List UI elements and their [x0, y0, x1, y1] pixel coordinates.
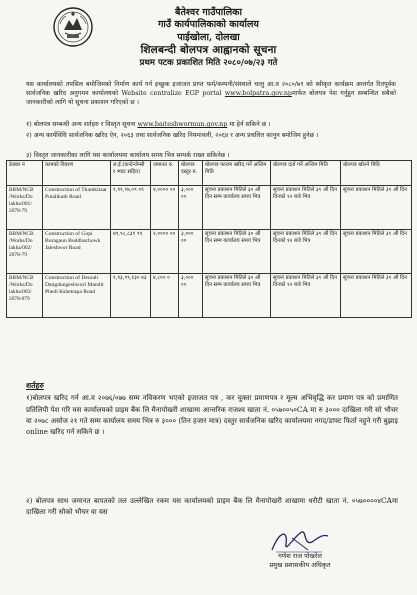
- condition-2-text-c: मा दाखिला गरी सोको भौचर वा यस: [26, 497, 398, 516]
- account-suffix-2: CA: [381, 496, 392, 505]
- signatory-name: गणेश राज पोखरेल: [278, 552, 322, 560]
- cell-description: Construction of Thamkitaar Putalikath Road: [43, 186, 111, 230]
- cell-registration-deadline: सूचना प्रकाशन मितिले ३१ औं दिन दिनको १२ बजे भित्र: [271, 274, 341, 318]
- col-header-bid-fee: बोलपत्र दस्तुर रु.: [179, 161, 203, 186]
- table-header-row: [7, 161, 412, 186]
- condition-2-text-a: २) बोलपत्र साथ जमानत बापतको तल उल्लेखित रकम यस कार्यालयको प्राइम बैंक लि मैनापोखरी शाखामा धरौटी खाता नं. ०५७००००४: [26, 497, 381, 505]
- office-location: पाईखोला, दोलखा: [177, 32, 240, 43]
- condition-2: [26, 495, 398, 518]
- item-1: [26, 120, 396, 129]
- cell-description: Construction of Deurali Dangdungeshwori Mandir Phedi Kshetrapa Road: [43, 274, 111, 318]
- cell-sale-deadline: सूचना प्रकाशन मितिले ३० औं दिन सम्म कार्यालय समय भित्र: [203, 186, 271, 230]
- municipality-name: बैतेश्वर गाउँपालिका: [175, 7, 242, 18]
- col-header-registration-deadline: बोलपत्र दर्ता गर्ने अन्तिम मिति: [271, 161, 341, 186]
- condition-1-text-c: मा रु ३००० दाखिला गरी सो भौचर वा २०७८ असोज २१ गते सम्म कार्यालय समय भित्र रु ३००० (तिन हजार मात्र) दस्तुर सार्वजनिक खरिद कार्यालयमा नगद/डाफ्ट फिर्ता नहुने गरी बुझाइ online खरिद गर्न सकिने छ ।: [26, 406, 399, 436]
- col-header-bid-security: जमानत रु.: [151, 161, 179, 186]
- cell-cost-estimate: ७९,९८,८३१ ९९: [111, 230, 151, 274]
- cell-opening-date: सूचना प्रकाशन मितिले ३१ औं दिन: [341, 186, 412, 230]
- notice-subtitle: प्रथम पटक प्रकाशित मिति २०८०/०७/२३ गते: [139, 58, 278, 68]
- municipality-website-link[interactable]: www.baiteshwormun.gov.np: [137, 121, 228, 128]
- col-header-sale-deadline: बोलपत्र फाराम खरिद गर्ने अन्तिम मिति: [203, 161, 271, 186]
- cell-sale-deadline: सूचना प्रकाशन मितिले ३० औं दिन सम्म कार्यालय समय भित्र: [203, 274, 271, 318]
- col-header-description: कामको विवरण: [43, 161, 111, 186]
- cell-registration-deadline: सूचना प्रकाशन मितिले ३१ औं दिन दिनको १२ बजे भित्र: [271, 230, 341, 274]
- cell-bid-fee: ३,००० ००: [179, 230, 203, 274]
- conditions-heading: शर्तहरु: [26, 381, 44, 390]
- col-header-contract-no: ठेक्का नं: [7, 161, 43, 186]
- item-1-text-b: मा हेर्न सकिने छ ।: [227, 121, 271, 128]
- cell-bid-security: २,०००० ००: [151, 230, 179, 274]
- condition-1-text-a: १)बोलपत्र खरिद गर्न आ.व २०७६/०७७ सम्म नविकरण भएको इजाजत पत्र , कर चुक्ता प्रमाणपत्र र मूल्य अभिवृद्धि कर प्रमाण पत्र को प्रमाणित प्रतिलिपी पेश गरि यस कार्यालयको प्राइम बैंक लि मैनापोखरी शाखामा आन्तरिक राजश्व खाता नं. ०५७००५०: [26, 394, 398, 414]
- intro-paragraph: [26, 80, 396, 108]
- cell-description: Construction of Gopi Boragaun Buddhachowk Jaleshwor Road: [43, 230, 111, 274]
- table-row: [7, 274, 412, 318]
- cell-contract-no: BRM/NCB /Works/Do lakha/003/ 2078-079: [7, 274, 43, 318]
- cell-cost-estimate: १,९३,९९,१३० ४३: [111, 274, 151, 318]
- intro-text-b: मार्फत बोलपत्र पेश गर्नुहुन सम्बन्धित सबैको जानकारीको लागि यो सूचना प्रकाशन गरिएको छ ।: [26, 90, 396, 107]
- bolpatra-link[interactable]: www.bolpatra.gov.np: [224, 90, 292, 98]
- cell-sale-deadline: सूचना प्रकाशन मितिले ३० औं दिन सम्म कार्यालय समय भित्र: [203, 230, 271, 274]
- cell-bid-fee: ३,००० ००: [179, 186, 203, 230]
- item-1-text-a: १) बोलपत्र सम्बन्धी अन्य शर्तहरु र विस्तृत सूचना: [26, 121, 138, 128]
- cell-cost-estimate: १,९९,९७,०९ ०९: [111, 186, 151, 230]
- intro-text-a: यस कार्यालयको तपसिल बमोजिमको निर्माण कार्य गर्न इच्छुक इजाजत प्राप्त फर्म/कम्पनी/संस्थाले चालु आ.व २०८०/७९ को स्वीकृत कार्यक्रम अन्तर्गत रितपूर्वक सार्वजनिक खरिद अनुगमन कार्यालयको Website centralize EGP portal: [26, 81, 396, 98]
- signatory-role: प्रमुख प्रशासकीय अधिकृत: [269, 561, 331, 569]
- notice-title: शिलबन्दी बोलपत्र आह्वानको सूचना: [140, 44, 277, 56]
- cell-contract-no: BRM/NCB /Works/Do lakha/002/ 2078-79: [7, 230, 43, 274]
- cell-contract-no: BRM/NCB /Works/Do lakha/001/ 2078-79: [7, 186, 43, 230]
- cell-bid-fee: ३,००० ००: [179, 274, 203, 318]
- col-header-opening-date: बोलपत्र खोल्ने मिति: [341, 161, 412, 186]
- condition-1: [26, 393, 398, 438]
- table-row: [7, 186, 412, 230]
- cell-registration-deadline: सूचना प्रकाशन मितिले ३१ औं दिन दिनको १२ बजे भित्र: [271, 186, 341, 230]
- cell-opening-date: सूचना प्रकाशन मितिले ३१ औं दिन: [341, 274, 412, 318]
- cell-bid-security: ४,०००० ००: [151, 186, 179, 230]
- item-3: ३) विस्तृत जानकारीका लागि यस कार्यालयमा कार्यालय समय भित्र सम्पर्क राख्न सकिनेछ ।: [26, 152, 230, 159]
- cell-opening-date: सूचना प्रकाशन मितिले ३१ औं दिन: [341, 230, 412, 274]
- col-header-cost-estimate: ल.ई.(कन्टेन्जेन्सी र भ्याट सहित): [111, 161, 151, 186]
- tender-table: [6, 160, 412, 318]
- item-2: २) अन्य कार्यविधि सार्वजनिक खरिद ऐन, २०६३ तथा सार्वजनिक खरिद नियमावली, २०६४ र अन्य प्रचलित कानुन बमोजिम हुनेछ ।: [26, 132, 319, 139]
- office-name: गाउँ कार्यपालिकाको कार्यालय: [158, 19, 259, 30]
- account-suffix-1: CA: [296, 405, 308, 414]
- table-row: [7, 230, 412, 274]
- cell-bid-security: ४,८०० ०: [151, 274, 179, 318]
